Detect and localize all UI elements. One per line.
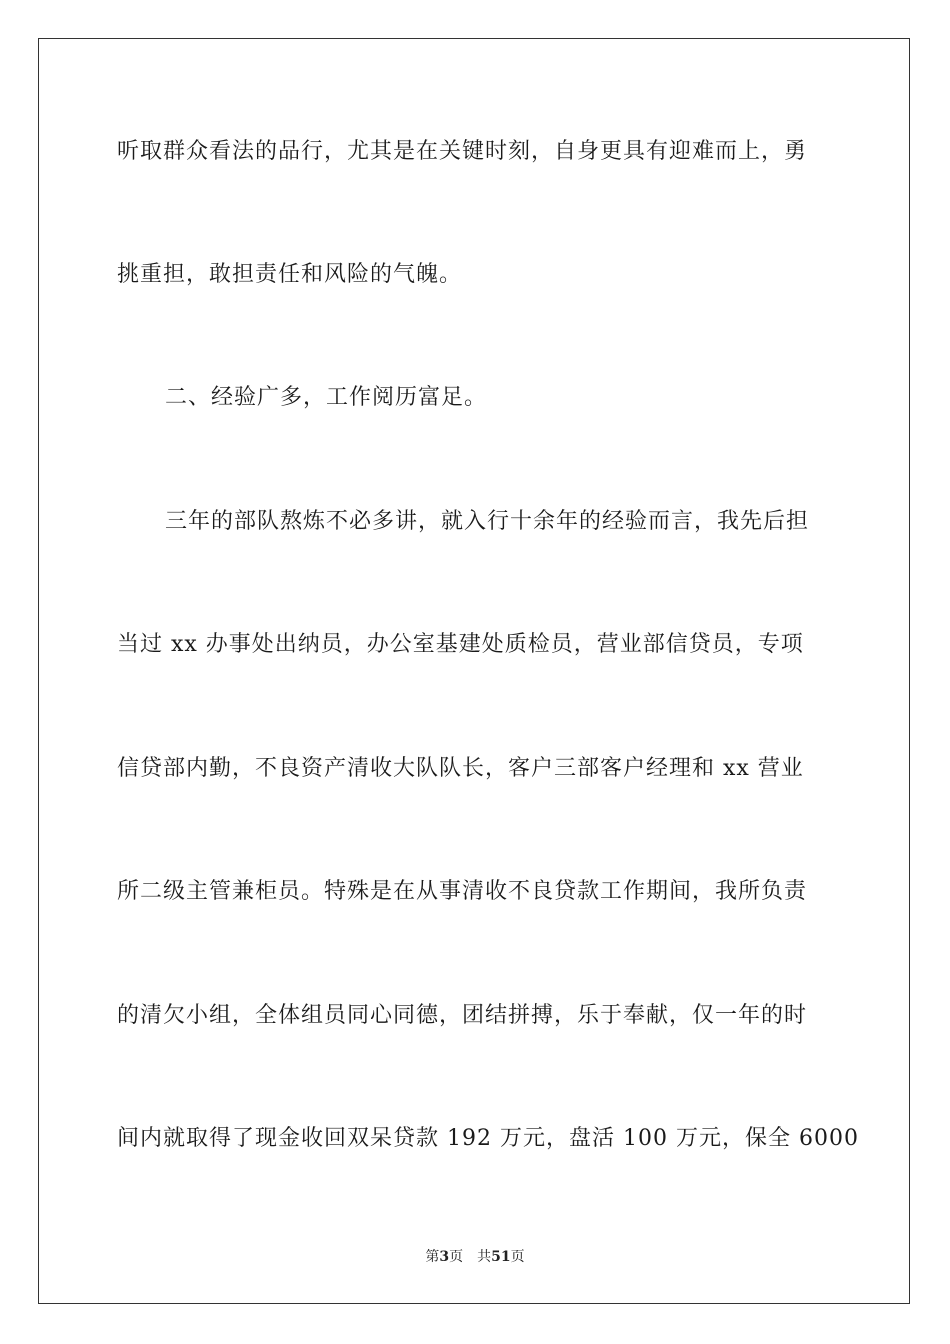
- body-line-2: 挑重担，敢担责任和风险的气魄。: [117, 262, 463, 287]
- page-border: [38, 38, 910, 1304]
- footer-page-prefix: 第: [425, 1249, 440, 1265]
- page-footer: [0, 1247, 950, 1267]
- footer-page-suffix: 页: [449, 1249, 464, 1265]
- footer-page-current: 3: [439, 1249, 450, 1265]
- body-line-7: 的清欠小组，全体组员同心同德，团结拼搏，乐于奉献，仅一年的时: [117, 1003, 808, 1028]
- body-line-6: 所二级主管兼柜员。特殊是在从事清收不良贷款工作期间，我所负责: [117, 879, 808, 904]
- body-line-4: 当过 xx 办事处出纳员，办公室基建处质检员，营业部信贷员，专项: [117, 632, 804, 657]
- footer-page-total: 51: [491, 1249, 511, 1265]
- body-line-8: 间内就取得了现金收回双呆贷款 192 万元，盘活 100 万元，保全 6000: [117, 1126, 859, 1151]
- body-line-3: 三年的部队熬炼不必多讲，就入行十余年的经验而言，我先后担: [165, 509, 810, 534]
- section-heading: 二、经验广多，工作阅历富足。: [165, 385, 488, 410]
- body-line-5: 信贷部内勤，不良资产清收大队队长，客户三部客户经理和 xx 营业: [117, 756, 804, 781]
- footer-total-suffix: 页: [510, 1249, 525, 1265]
- body-line-1: 听取群众看法的品行，尤其是在关键时刻，自身更具有迎难而上，勇: [117, 139, 808, 164]
- footer-total-prefix: 共: [477, 1249, 492, 1265]
